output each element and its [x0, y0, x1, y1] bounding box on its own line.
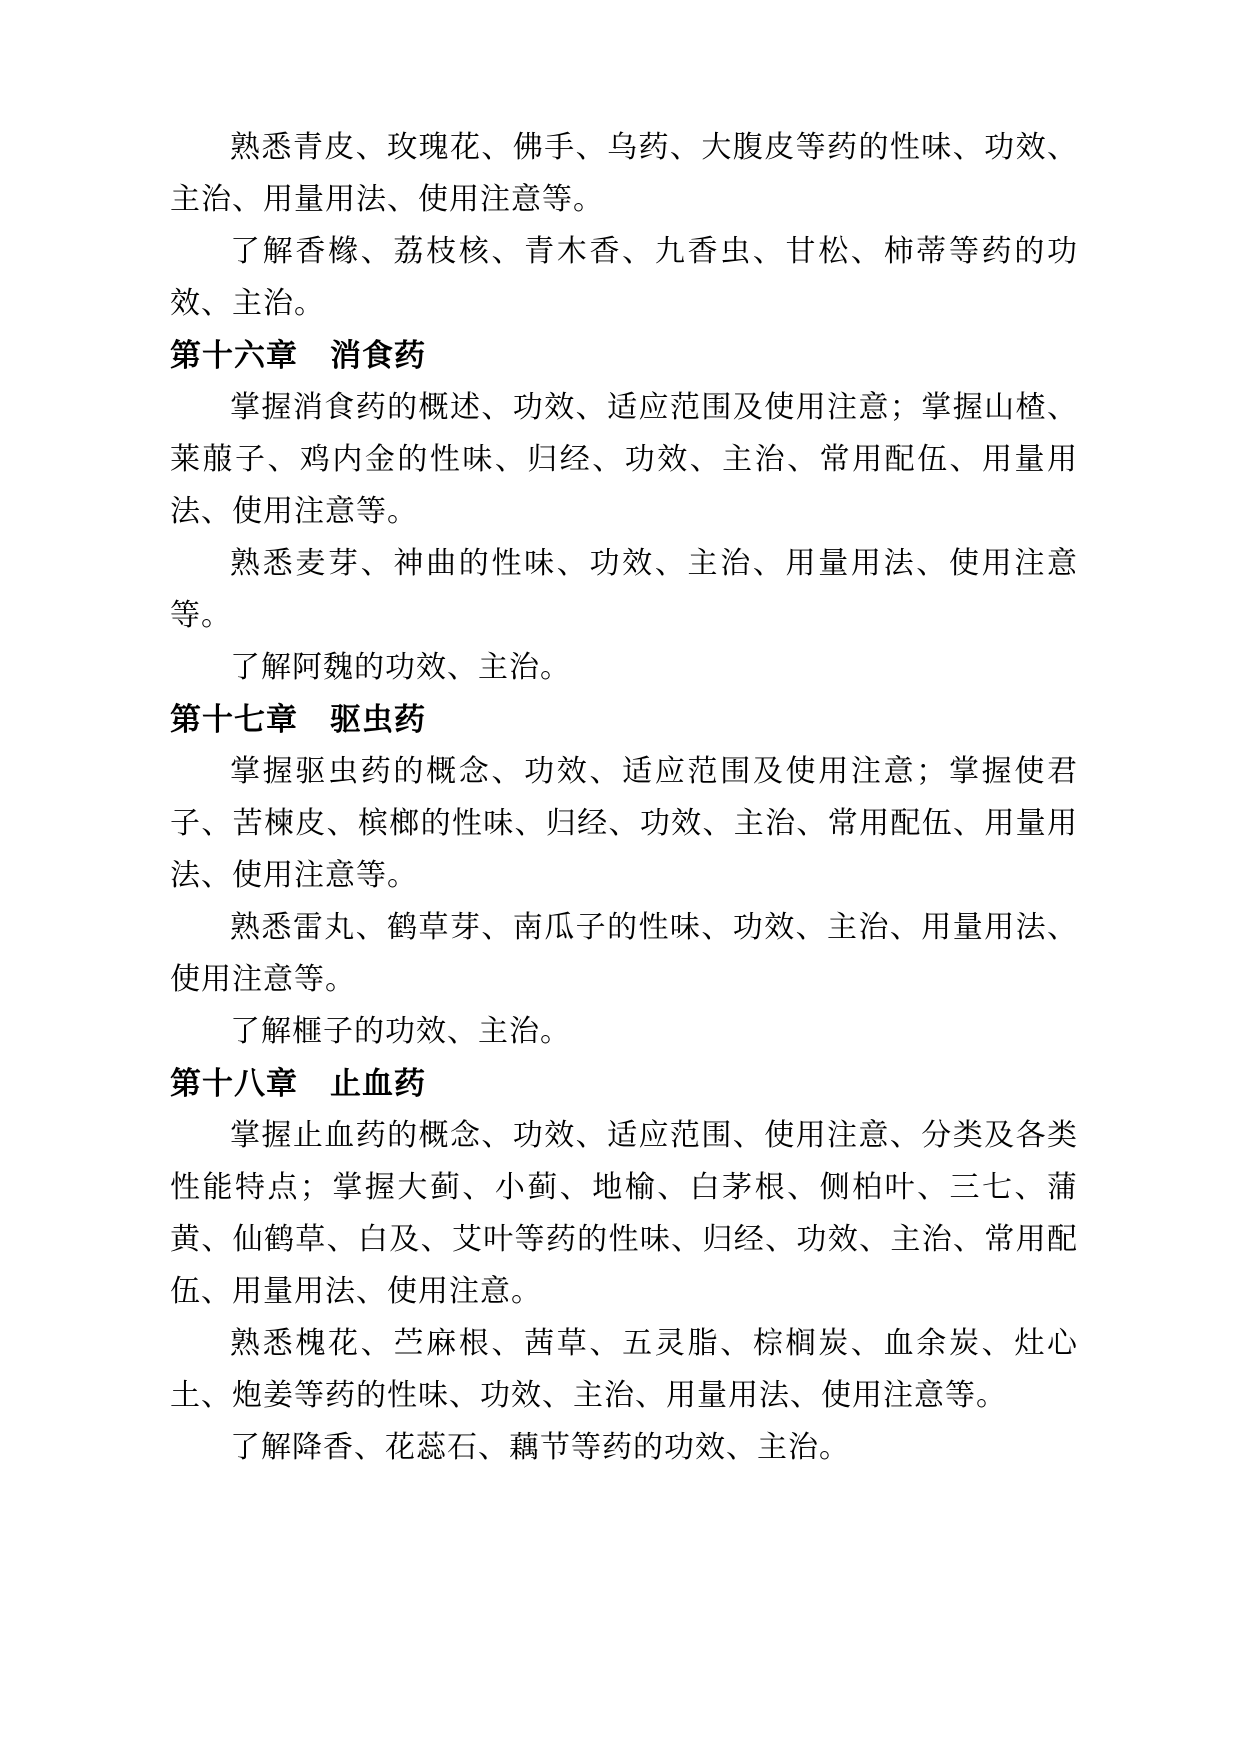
- chapter-heading-17: 第十七章 驱虫药: [170, 702, 426, 738]
- chapter-heading-16: 第十六章 消食药: [170, 338, 426, 374]
- text-block: [170, 122, 1078, 1474]
- paragraph: 熟悉麦芽、神曲的性味、功效、主治、用量用法、使用注意等。: [170, 546, 1078, 633]
- paragraph: 了解榧子的功效、主治。: [230, 1014, 571, 1049]
- paragraph: 掌握消食药的概述、功效、适应范围及使用注意；掌握山楂、莱菔子、鸡内金的性味、归经、功效、主治、常用配伍、用量用法、使用注意等。: [170, 390, 1078, 529]
- chapter-heading-18: 第十八章 止血药: [170, 1066, 426, 1102]
- paragraph: 了解香橼、荔枝核、青木香、九香虫、甘松、柿蒂等药的功效、主治。: [170, 234, 1078, 321]
- paragraph: 熟悉槐花、苎麻根、茜草、五灵脂、棕榈炭、血余炭、灶心土、炮姜等药的性味、功效、主治、用量用法、使用注意等。: [170, 1326, 1078, 1413]
- paragraph: 熟悉青皮、玫瑰花、佛手、乌药、大腹皮等药的性味、功效、主治、用量用法、使用注意等。: [170, 130, 1078, 217]
- paragraph: 熟悉雷丸、鹤草芽、南瓜子的性味、功效、主治、用量用法、使用注意等。: [170, 910, 1078, 997]
- paragraph: 掌握驱虫药的概念、功效、适应范围及使用注意；掌握使君子、苦楝皮、槟榔的性味、归经、功效、主治、常用配伍、用量用法、使用注意等。: [170, 754, 1078, 893]
- paragraph: 了解降香、花蕊石、藕节等药的功效、主治。: [230, 1430, 850, 1465]
- paragraph: 掌握止血药的概念、功效、适应范围、使用注意、分类及各类性能特点；掌握大蓟、小蓟、地榆、白茅根、侧柏叶、三七、蒲黄、仙鹤草、白及、艾叶等药的性味、归经、功效、主治、常用配伍、用量用法、使用注意。: [170, 1118, 1078, 1309]
- paragraph: 了解阿魏的功效、主治。: [230, 650, 571, 685]
